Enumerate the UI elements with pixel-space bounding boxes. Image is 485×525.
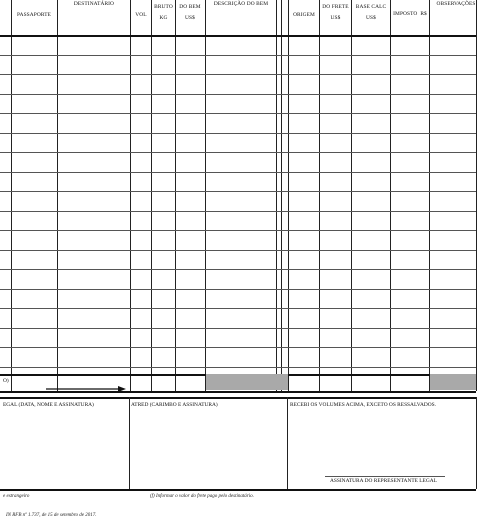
- grid-column-line: [281, 0, 282, 391]
- grid-column-line: [429, 0, 430, 391]
- footnote-right: (f) Informar o valor do frete pago pelo destinatário.: [150, 494, 254, 499]
- representative-signature-label: ASSINATURA DO REPRESENTANTE LEGAL: [330, 478, 437, 484]
- header-base-calc: BASE CALC: [355, 4, 387, 10]
- grid-column-line: [288, 0, 289, 391]
- received-volumes-label: RECEBI OS VOLUMES ACIMA, EXCETO OS RESSALVADOS.: [290, 402, 436, 408]
- header-observacoes: OBSERVAÇÕES: [436, 1, 476, 7]
- grid-row-line: [0, 328, 476, 329]
- header-base-calc-uss: US$: [366, 15, 376, 21]
- footnote-left: e estrangeiro: [3, 494, 30, 499]
- grid-row-line: [0, 367, 476, 368]
- total-gray-cell-observacoes: [430, 374, 476, 390]
- representative-signature-line: [325, 476, 445, 477]
- grid-row-line: [0, 94, 476, 95]
- signature-box-border: [0, 397, 476, 399]
- header-imposto: [391, 10, 429, 18]
- header-passaporte: PASSAPORTE: [16, 12, 52, 18]
- grid-row-line: [0, 347, 476, 348]
- signature-box-divider: [476, 397, 477, 489]
- total-row-label: O): [3, 378, 9, 384]
- header-origem: ORIGEM: [293, 12, 315, 18]
- header-do-bem-uss: US$: [185, 15, 195, 21]
- header-bruto: BRUTO: [154, 4, 173, 10]
- grid-row-line: [0, 133, 476, 134]
- grid-row-line: [0, 250, 476, 251]
- header-do-bem: DO BEM: [179, 4, 201, 10]
- grid-column-line: [276, 0, 277, 391]
- header-do-frete: DO FRETE: [322, 4, 349, 10]
- signature-box-divider: [287, 397, 288, 489]
- grid-column-line: [205, 0, 206, 391]
- header-imposto-label: IMPOSTO: [393, 11, 418, 17]
- grid-row-line: [0, 74, 476, 75]
- header-imposto-currency: R$: [420, 11, 427, 17]
- signature-box-border: [0, 489, 476, 491]
- grid-column-line: [319, 0, 320, 391]
- grid-row-line: [0, 55, 476, 56]
- footnote-reference: IN RFB nº 1.737, de 15 de setembro de 2017.: [6, 513, 97, 518]
- grid-row-line: [0, 152, 476, 153]
- header-descricao: DESCRIÇÃO DO BEM: [213, 1, 269, 7]
- header-vol: VOL: [135, 12, 147, 18]
- grid-row-line: [0, 172, 476, 173]
- total-gray-cell-description: [206, 374, 288, 390]
- grid-row-line: [0, 35, 476, 37]
- total-arrow-icon: [46, 379, 126, 385]
- grid-row-line: [0, 289, 476, 290]
- grid-row-line: [0, 308, 476, 309]
- grid-column-line: [11, 0, 12, 391]
- header-do-frete-uss: US$: [330, 15, 341, 21]
- grid-column-line: [151, 0, 152, 391]
- grid-column-line: [351, 0, 352, 391]
- grid-row-line: [0, 191, 476, 192]
- grid-column-line: [476, 0, 477, 391]
- grid-row-line: [0, 269, 476, 270]
- signature-box-divider: [129, 397, 130, 489]
- grid-row-line: [0, 211, 476, 212]
- legal-signature-label: EGAL (DATA, NOME E ASSINATURA): [3, 402, 94, 408]
- atred-signature-label: ATRED (CARIMBO E ASSINATURA): [131, 402, 218, 408]
- grid-column-line: [130, 0, 131, 391]
- header-bruto-kg: KG: [159, 15, 168, 21]
- grid-row-line: [0, 113, 476, 114]
- grid-column-line: [175, 0, 176, 391]
- header-destinatario: DESTINATÁRIO: [73, 1, 115, 7]
- grid-column-line: [390, 0, 391, 391]
- grid-column-line: [57, 0, 58, 391]
- grid-row-line: [0, 230, 476, 231]
